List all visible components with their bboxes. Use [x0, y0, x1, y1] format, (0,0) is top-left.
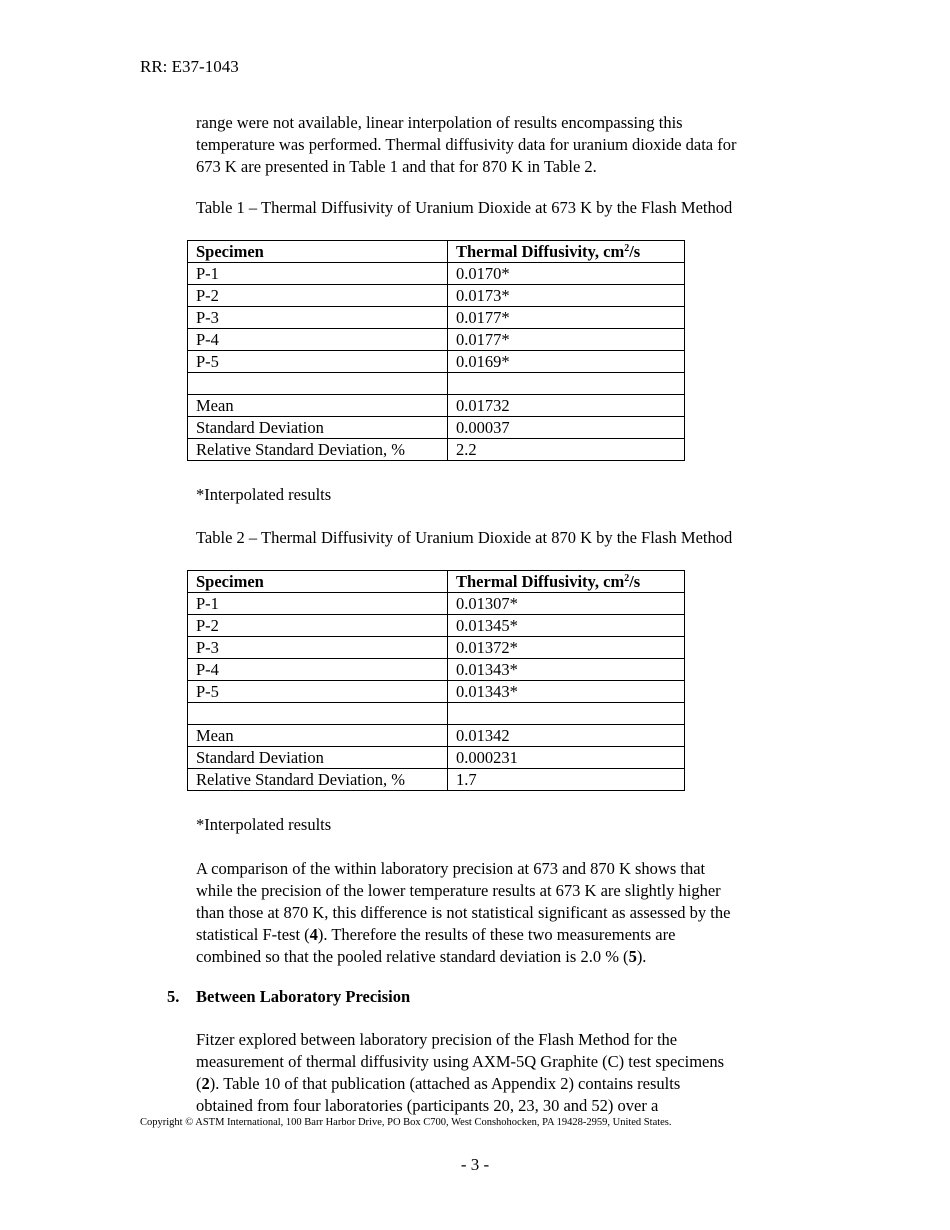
specimen-cell: P-1 [188, 263, 448, 285]
blank-row [188, 373, 685, 395]
value-cell: 0.0177* [448, 307, 685, 329]
table-row [188, 659, 685, 681]
column-header-diffusivity: Thermal Diffusivity, $cm^2/s$ [448, 571, 685, 593]
paragraph-line: A comparison of the within laboratory precision at 673 and 870 K shows that [196, 859, 706, 878]
value-cell: 0.01372* [448, 637, 685, 659]
column-header-diffusivity: Thermal Diffusivity, $cm^2/s$ [448, 241, 685, 263]
table1-caption: Table 1 – Thermal Diffusivity of Uranium Dioxide at 673 K by the Flash Method [196, 198, 733, 217]
table-header-row [188, 241, 685, 263]
stat-label: Relative Standard Deviation, % [188, 769, 448, 791]
specimen-cell: P-5 [188, 681, 448, 703]
table-row [188, 615, 685, 637]
value-cell: 0.0177* [448, 329, 685, 351]
specimen-cell: P-4 [188, 329, 448, 351]
section-title: Between Laboratory Precision [196, 987, 411, 1006]
table1-footnote: *Interpolated results [196, 485, 332, 504]
comparison-paragraph [196, 858, 826, 968]
table2-caption: Table 2 – Thermal Diffusivity of Uranium Dioxide at 870 K by the Flash Method [196, 528, 733, 547]
paragraph-line: Fitzer explored between laboratory precision of the Flash Method for the [196, 1030, 678, 1049]
stat-label: Standard Deviation [188, 417, 448, 439]
table2-footnote: *Interpolated results [196, 815, 332, 834]
stat-label: Mean [188, 395, 448, 417]
specimen-cell: P-3 [188, 637, 448, 659]
specimen-cell: P-4 [188, 659, 448, 681]
stat-value: 0.000231 [448, 747, 685, 769]
value-cell: 0.01343* [448, 681, 685, 703]
table-row [188, 593, 685, 615]
table-row [188, 263, 685, 285]
stat-value: 0.01342 [448, 725, 685, 747]
intro-line: range were not available, linear interpolation of results encompassing this [196, 113, 683, 132]
stats-row [188, 725, 685, 747]
table-row [188, 637, 685, 659]
stat-value: 0.00037 [448, 417, 685, 439]
table2 [187, 570, 685, 791]
stats-row [188, 769, 685, 791]
specimen-cell: P-1 [188, 593, 448, 615]
section-number: 5. [167, 987, 180, 1006]
table-header-row [188, 571, 685, 593]
reference-2: 2 [201, 1074, 210, 1093]
table1 [187, 240, 685, 461]
table-row [188, 285, 685, 307]
stat-value: 0.01732 [448, 395, 685, 417]
value-cell: 0.0169* [448, 351, 685, 373]
stat-label: Mean [188, 725, 448, 747]
paragraph-line: while the precision of the lower temperature results at 673 K are slightly higher [196, 881, 721, 900]
blank-row [188, 703, 685, 725]
stats-row [188, 395, 685, 417]
paragraph-line: than those at 870 K, this difference is not statistical significant as assessed by the [196, 903, 731, 922]
value-cell: 0.0173* [448, 285, 685, 307]
copyright-notice: Copyright © ASTM International, 100 Barr Harbor Drive, PO Box C700, West Conshohocken, PA 19428-2959, United States. [140, 1117, 672, 1128]
stat-value: 2.2 [448, 439, 685, 461]
stat-label: Relative Standard Deviation, % [188, 439, 448, 461]
reference-4: 4 [309, 925, 318, 944]
column-header-specimen: Specimen [188, 241, 448, 263]
specimen-cell: P-3 [188, 307, 448, 329]
specimen-cell: P-5 [188, 351, 448, 373]
specimen-cell: P-2 [188, 285, 448, 307]
table-row [188, 307, 685, 329]
intro-line: 673 K are presented in Table 1 and that for 870 K in Table 2. [196, 157, 597, 176]
intro-paragraph [196, 112, 826, 178]
reference-5: 5 [628, 947, 637, 966]
stats-row [188, 747, 685, 769]
page-number: - 3 - [460, 1155, 490, 1174]
stats-row [188, 439, 685, 461]
intro-line: temperature was performed. Thermal diffusivity data for uranium dioxide data for [196, 135, 737, 154]
value-cell: 0.01343* [448, 659, 685, 681]
value-cell: 0.01307* [448, 593, 685, 615]
table-row [188, 329, 685, 351]
paragraph-line: measurement of thermal diffusivity using AXM-5Q Graphite (C) test specimens [196, 1052, 725, 1071]
paragraph-line: obtained from four laboratories (participants 20, 23, 30 and 52) over a [196, 1096, 659, 1115]
column-header-specimen: Specimen [188, 571, 448, 593]
stat-label: Standard Deviation [188, 747, 448, 769]
stats-row [188, 417, 685, 439]
specimen-cell: P-2 [188, 615, 448, 637]
paragraph-line: (2). Table 10 of that publication (attached as Appendix 2) contains results [196, 1074, 681, 1093]
section-5-paragraph [196, 1029, 826, 1117]
paragraph-line: combined so that the pooled relative standard deviation is 2.0 % (5). [196, 947, 647, 966]
stat-value: 1.7 [448, 769, 685, 791]
report-id-header: RR: E37-1043 [140, 57, 239, 76]
value-cell: 0.01345* [448, 615, 685, 637]
table-row [188, 351, 685, 373]
table-row [188, 681, 685, 703]
paragraph-line: statistical F-test (4). Therefore the results of these two measurements are [196, 925, 676, 944]
section-5-heading [167, 987, 410, 1007]
value-cell: 0.0170* [448, 263, 685, 285]
